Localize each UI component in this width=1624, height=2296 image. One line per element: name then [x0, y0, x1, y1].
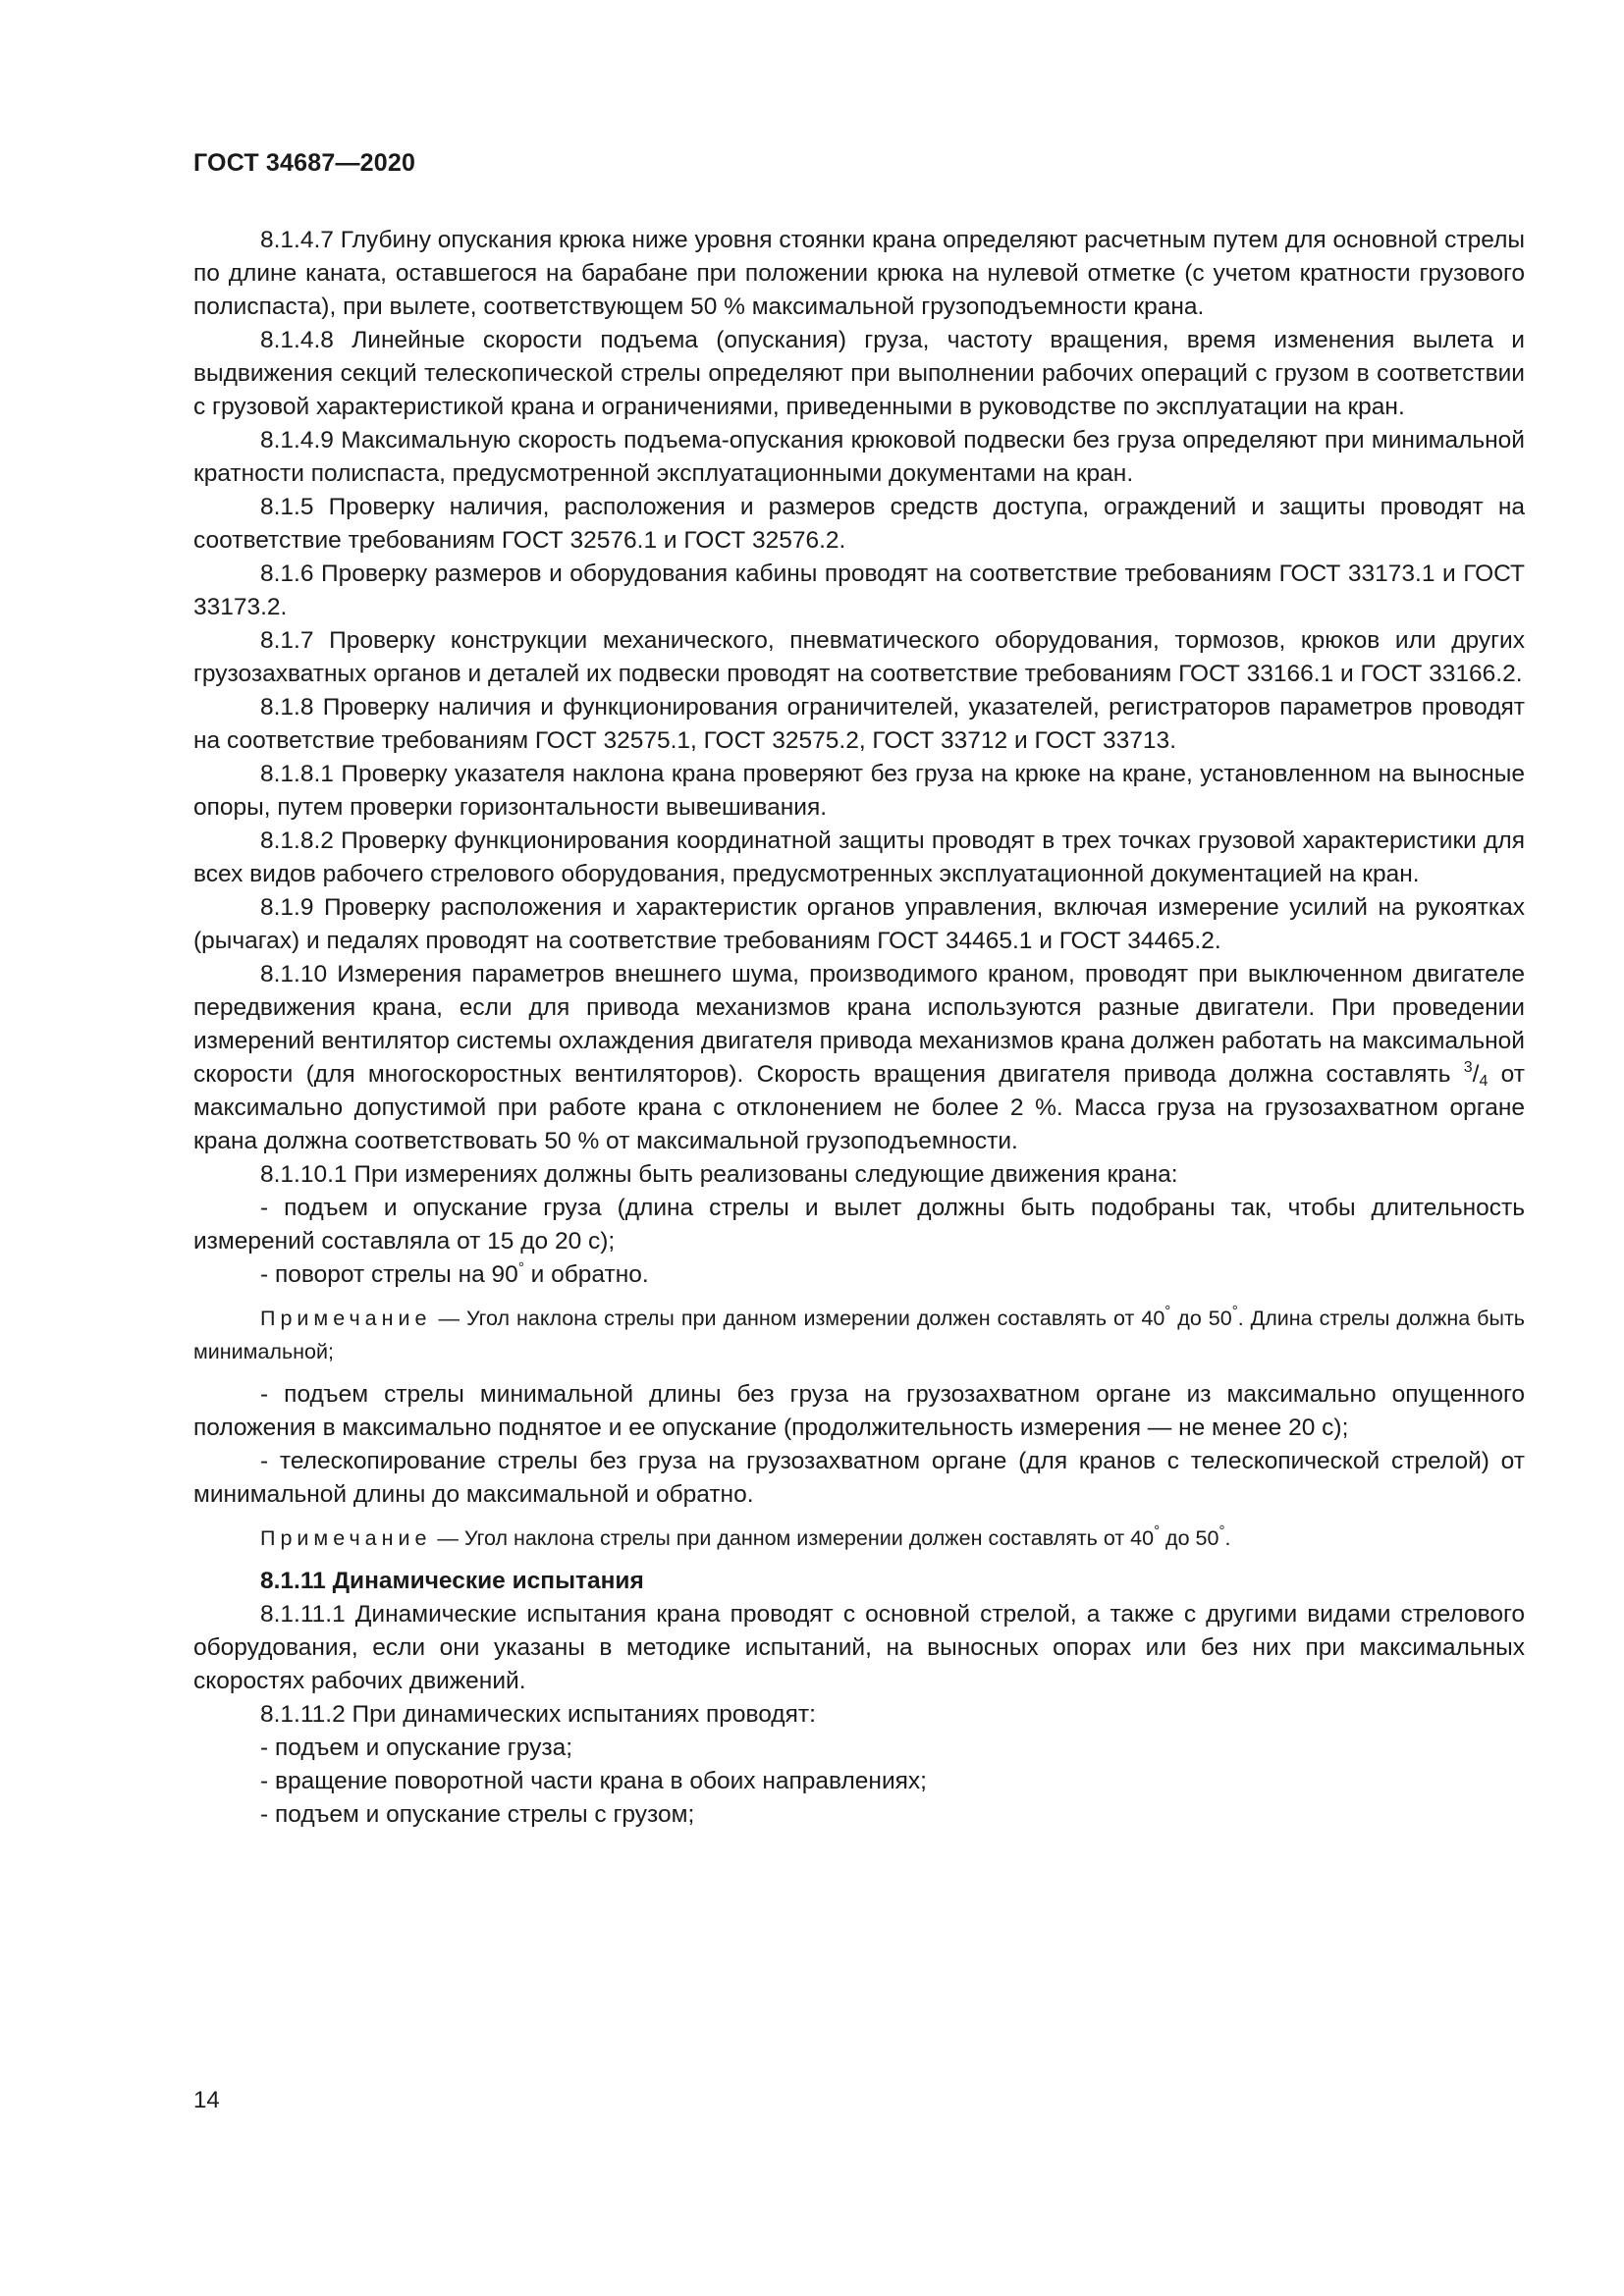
note-label: Примечание	[260, 1526, 432, 1550]
list-item: - телескопирование стрелы без груза на грузозахватном органе (для кранов с телескопической стрелой) от минимальной длины до максимальной и обратно.	[193, 1448, 1525, 1508]
paragraph-8-1-4-7: 8.1.4.7 Глубину опускания крюка ниже уровня стоянки крана определяют расчетным путем для основной стрелы по длине каната, оставшегося на барабане при положении крюка на нулевой отметке (с учетом кратности грузового полиспаста), при вылете, соответствующем 50 % максимальной грузоподъемности крана.	[193, 227, 1525, 320]
fraction-three-quarters	[1464, 1061, 1489, 1088]
paragraph-8-1-10-part-a: 8.1.10 Измерения параметров внешнего шума, производимого краном, проводят при выключенном двигателе передвижения крана, если для привода механизмов крана используются разные двигатели. При проведении измерений вентилятор системы охлаждения двигателя привода механизмов крана должен работать на максимальной скорости (для многоскоростных вентиляторов). Скорость вращения двигателя привода должна составлять	[193, 961, 1525, 1088]
paragraph-8-1-11-2: 8.1.11.2 При динамических испытаниях проводят:	[260, 1701, 816, 1728]
note	[193, 1522, 1525, 1555]
page-body	[193, 224, 1525, 1832]
paragraph-8-1-10	[193, 958, 1525, 1158]
paragraph-8-1-8-2: 8.1.8.2 Проверку функционирования координатной защиты проводят в трех точках грузовой характеристики для всех видов рабочего стрелового оборудования, предусмотренных эксплуатационной документацией на кран.	[193, 828, 1525, 887]
fraction-numerator: 3	[1463, 1059, 1473, 1076]
document-header: ГОСТ 34687—2020	[193, 149, 416, 177]
note	[193, 1302, 1525, 1368]
note-text: до 50	[1160, 1526, 1219, 1550]
note-text: .	[1224, 1526, 1231, 1550]
list-item: - вращение поворотной части крана в обоих направлениях;	[260, 1768, 927, 1794]
paragraph-8-1-11-1: 8.1.11.1 Динамические испытания крана проводят с основной стрелой, а также с другими видами стрелового оборудования, если они указаны в методике испытаний, на выносных опорах или без них при максимальных скоростях рабочих движений.	[193, 1601, 1525, 1694]
degree-sign: °	[517, 1259, 524, 1276]
note-text: . Длина стрелы должна быть минимальной;	[193, 1307, 1525, 1363]
page-number: 14	[193, 2087, 220, 2113]
list-item	[193, 1258, 1525, 1292]
note-text: — Угол наклона стрелы при данном измерении должен составлять от 40	[431, 1526, 1155, 1550]
paragraph-8-1-5: 8.1.5 Проверку наличия, расположения и размеров средств доступа, ограждений и защиты проводят на соответствие требованиям ГОСТ 32576.1 и ГОСТ 32576.2.	[193, 494, 1525, 554]
list-item-text: - поворот стрелы на 90	[260, 1261, 518, 1288]
list-item-text: и обратно.	[523, 1261, 649, 1288]
degree-sign: °	[1218, 1522, 1225, 1539]
paragraph-8-1-4-9: 8.1.4.9 Максимальную скорость подъема-опускания крюковой подвески без груза определяют при минимальной кратности полиспаста, предусмотренной эксплуатационными документами на кран.	[193, 427, 1525, 487]
list-item: - подъем и опускание груза (длина стрелы и вылет должны быть подобраны так, чтобы длительность измерений составляла от 15 до 20 с);	[193, 1195, 1525, 1255]
degree-sign: °	[1154, 1522, 1161, 1539]
note-label: Примечание	[260, 1307, 432, 1330]
degree-sign: °	[1231, 1303, 1238, 1319]
paragraph-8-1-4-8: 8.1.4.8 Линейные скорости подъема (опускания) груза, частоту вращения, время изменения вылета и выдвижения секций телескопической стрелы определяют при выполнении рабочих операций с грузом в соответствии с грузовой характеристикой крана и ограничениями, приведенными в руководстве по эксплуатации на кран.	[193, 327, 1525, 420]
paragraph-8-1-9: 8.1.9 Проверку расположения и характеристик органов управления, включая измерение усилий на рукоятках (рычагах) и педалях проводят на соответствие требованиям ГОСТ 34465.1 и ГОСТ 34465.2.	[193, 894, 1525, 954]
list-item: - подъем стрелы минимальной длины без груза на грузозахватном органе из максимально опущенного положения в максимально поднятое и ее опускание (продолжительность измерения — не менее 20 с);	[193, 1381, 1525, 1441]
paragraph-8-1-10-part-b: от максимально допустимой при работе крана с отклонением не более 2 %. Масса груза на грузозахватном органе крана должна соответствовать 50 % от максимальной грузоподъемности.	[193, 1061, 1525, 1154]
paragraph-8-1-10-1: 8.1.10.1 При измерениях должны быть реализованы следующие движения крана:	[260, 1161, 1178, 1188]
fraction-slash: /	[1472, 1061, 1480, 1088]
paragraph-8-1-8-1: 8.1.8.1 Проверку указателя наклона крана проверяют без груза на крюке на кране, установленном на выносные опоры, путем проверки горизонтальности вывешивания.	[193, 761, 1525, 821]
paragraph-8-1-8: 8.1.8 Проверку наличия и функционирования ограничителей, указателей, регистраторов параметров проводят на соответствие требованиям ГОСТ 32575.1, ГОСТ 32575.2, ГОСТ 33712 и ГОСТ 33713.	[193, 694, 1525, 754]
paragraph-8-1-6: 8.1.6 Проверку размеров и оборудования кабины проводят на соответствие требованиям ГОСТ 33173.1 и ГОСТ 33173.2.	[193, 561, 1525, 620]
paragraph-8-1-7: 8.1.7 Проверку конструкции механического, пневматического оборудования, тормозов, крюков или других грузозахватных органов и деталей их подвески проводят на соответствие требованиям ГОСТ 33166.1 и ГОСТ 33166.2.	[193, 627, 1525, 687]
note-text: — Угол наклона стрелы при данном измерении должен составлять от 40	[431, 1307, 1165, 1330]
degree-sign: °	[1164, 1303, 1171, 1319]
note-text: до 50	[1170, 1307, 1232, 1330]
list-item: - подъем и опускание стрелы с грузом;	[260, 1801, 695, 1828]
fraction-denominator: 4	[1479, 1073, 1489, 1090]
list-item: - подъем и опускание груза;	[260, 1735, 573, 1761]
section-heading-8-1-11: 8.1.11 Динамические испытания	[260, 1568, 644, 1594]
